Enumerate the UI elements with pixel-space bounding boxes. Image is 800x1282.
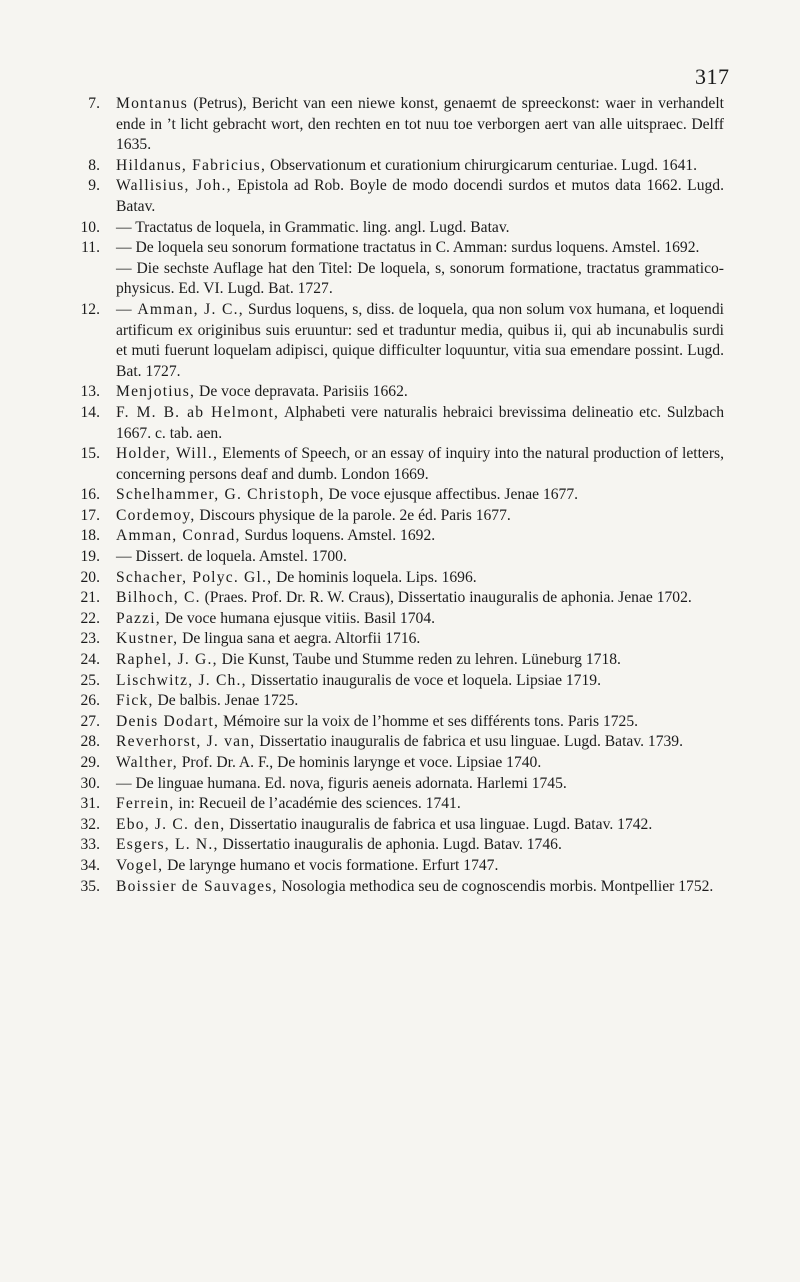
entry-text: De loquela seu sonorum formatione tractatus in C. Amman: surdus loquens. Amstel. 1692.	[131, 239, 700, 257]
bibliography-entry	[68, 650, 724, 671]
entry-author: Wallisius, Joh.,	[116, 177, 232, 195]
entry-number: 33.	[80, 836, 100, 854]
entry-number: 28.	[80, 733, 100, 751]
entry-author: Schacher, Polyc. Gl.,	[116, 568, 273, 586]
bibliography-entry	[68, 835, 724, 856]
entry-author: Hildanus, Fabricius,	[116, 156, 267, 174]
entry-author: —	[116, 239, 132, 257]
entry-text: De larynge humano et vocis formatione. Erfurt 1747.	[163, 856, 499, 874]
bibliography-entry	[68, 444, 724, 485]
entry-number: 12.	[80, 300, 100, 318]
entry-text: Epistola ad Rob. Boyle de modo docendi surdos et mutos data 1662. Lugd. Batav.	[116, 177, 724, 215]
entry-author: Ebo, J. C. den,	[116, 815, 226, 833]
entry-author: —	[116, 548, 132, 566]
entry-number: 27.	[80, 712, 100, 730]
entry-number: 17.	[80, 506, 100, 524]
entry-number: 30.	[80, 774, 100, 792]
bibliography-entry	[68, 732, 724, 753]
entry-author: Lischwitz, J. Ch.,	[116, 671, 247, 689]
entry-author: Raphel, J. G.,	[116, 651, 218, 669]
entry-number: 35.	[80, 877, 100, 895]
entry-author: Denis Dodart,	[116, 712, 220, 730]
bibliography-entry	[68, 218, 724, 239]
entry-text: Tractatus de loquela, in Grammatic. ling. angl. Lugd. Batav.	[131, 218, 510, 236]
page-number: 317	[695, 64, 730, 89]
entry-author: Pazzi,	[116, 609, 161, 627]
entry-number: 25.	[80, 671, 100, 689]
entry-author: Holder, Will.,	[116, 445, 219, 463]
entry-text: De hominis loquela. Lips. 1696.	[272, 568, 477, 586]
entry-text: Dissertatio inauguralis de fabrica et usu linguae. Lugd. Batav. 1739.	[255, 733, 683, 751]
bibliography-entry	[68, 485, 724, 506]
entry-author: Vogel,	[116, 856, 164, 874]
entry-text: Surdus loquens, s, diss. de loquela, qua non solum vox humana, et loquendi artificum ex originibus suis eruuntur: sed et traduntur media, quibus ii, qui ab incunabulis surdi et muti fuerunt loquelam adipisci, quique difficulter loquuntur, vitia sua emendare possint. Lugd. Bat. 1727.	[116, 300, 724, 380]
entry-author: —	[116, 774, 132, 792]
bibliography-entry	[68, 547, 724, 568]
entry-text: Dissert. de loquela. Amstel. 1700.	[131, 548, 347, 566]
bibliography-list	[68, 94, 724, 897]
bibliography-entry	[68, 774, 724, 795]
bibliography-entry	[68, 629, 724, 650]
entry-text: De balbis. Jenae 1725.	[153, 692, 299, 710]
entry-number: 34.	[80, 856, 100, 874]
entry-text: De voce depravata. Parisiis 1662.	[195, 383, 408, 401]
bibliography-entry	[68, 176, 724, 217]
entry-number: 8.	[88, 156, 100, 174]
entry-number: 23.	[80, 630, 100, 648]
entry-text: De voce humana ejusque vitiis. Basil 1704.	[160, 609, 436, 627]
entry-text: Nosologia methodica seu de cognoscendis morbis. Montpellier 1752.	[277, 877, 714, 895]
bibliography-entry	[68, 794, 724, 815]
bibliography-entry	[68, 588, 724, 609]
bibliography-entry	[68, 238, 724, 259]
entry-author: Ferrein,	[116, 795, 175, 813]
entry-number: 24.	[80, 651, 100, 669]
entry-number: 10.	[80, 218, 100, 236]
entry-author: Reverhorst, J. van,	[116, 733, 256, 751]
bibliography-entry	[68, 815, 724, 836]
entry-author: —	[116, 259, 132, 277]
entry-author: Boissier de Sauvages,	[116, 877, 278, 895]
entry-text: (Praes. Prof. Dr. R. W. Craus), Dissertatio inauguralis de aphonia. Jenae 1702.	[200, 589, 692, 607]
entry-text: Dissertatio inauguralis de fabrica et usa linguae. Lugd. Batav. 1742.	[225, 815, 653, 833]
entry-text: De voce ejusque affectibus. Jenae 1677.	[324, 486, 579, 504]
entry-number: 31.	[80, 795, 100, 813]
entry-number: 20.	[80, 568, 100, 586]
entry-number: 18.	[80, 527, 100, 545]
entry-text: in: Recueil de l’académie des sciences. 1741.	[174, 795, 461, 813]
entry-author: Walther,	[116, 754, 178, 771]
bibliography-entry	[68, 300, 724, 382]
entry-author: F. M. B. ab Helmont,	[116, 403, 280, 421]
entry-text: Surdus loquens. Amstel. 1692.	[240, 527, 436, 545]
entry-author: Bilhoch, C.	[116, 589, 201, 607]
bibliography-entry	[68, 609, 724, 630]
bibliography-entry	[68, 403, 724, 444]
entry-number: 19.	[80, 548, 100, 566]
entry-text: De lingua sana et aegra. Altorfii 1716.	[178, 630, 421, 648]
entry-text: Die Kunst, Taube und Stumme reden zu lehren. Lüneburg 1718.	[217, 651, 621, 669]
entry-text: Elements of Speech, or an essay of inquiry into the natural production of letters, concerning persons deaf and dumb. London 1669.	[116, 445, 724, 483]
entry-text: Discours physique de la parole. 2e éd. Paris 1677.	[195, 506, 511, 524]
entry-number: 7.	[88, 95, 100, 112]
entry-author: — Amman, J. C.,	[116, 300, 244, 318]
entry-author: Fick,	[116, 692, 154, 710]
entry-author: —	[116, 218, 132, 236]
bibliography-entry	[68, 691, 724, 712]
entry-author: Amman, Conrad,	[116, 527, 241, 545]
entry-number: 9.	[88, 177, 100, 195]
entry-text: Prof. Dr. A. F., De hominis larynge et voce. Lipsiae 1740.	[177, 754, 542, 771]
entry-text: Observationum et curationium chirurgicarum centuriae. Lugd. 1641.	[266, 156, 698, 174]
entry-number: 13.	[80, 383, 100, 401]
entry-number: 21.	[80, 589, 100, 607]
entry-text: De linguae humana. Ed. nova, figuris aeneis adornata. Harlemi 1745.	[131, 774, 567, 792]
bibliography-entry	[68, 671, 724, 692]
entry-number: 26.	[80, 692, 100, 710]
bibliography-entry	[68, 753, 724, 774]
entry-author: Menjotius,	[116, 383, 196, 401]
bibliography-entry	[68, 856, 724, 877]
entry-number: 16.	[80, 486, 100, 504]
bibliography-entry	[68, 526, 724, 547]
entry-text: Alphabeti vere naturalis hebraici brevissima delineatio etc. Sulzbach 1667. c. tab. aen.	[116, 403, 724, 442]
bibliography-entry	[68, 506, 724, 527]
entry-author: Cordemoy,	[116, 506, 196, 524]
entry-text: Dissertatio inauguralis de voce et loquela. Lipsiae 1719.	[246, 671, 601, 689]
bibliography-entry	[68, 259, 724, 300]
bibliography-entry	[68, 877, 724, 898]
entry-text: (Petrus), Bericht van een niewe konst, genaemt de spreeckonst: waer in verhandelt ende in ’t licht gebracht wort, den rechten en tot nuu toe verborgen aert van alle uitspraec. Delff 1635.	[116, 95, 724, 154]
entry-author: Schelhammer, G. Christoph,	[116, 486, 325, 504]
entry-author: Kustner,	[116, 630, 179, 648]
bibliography-entry	[68, 712, 724, 733]
entry-text: Mémoire sur la voix de l’homme et ses différents tons. Paris 1725.	[219, 712, 639, 730]
entry-number: 29.	[80, 754, 100, 771]
entry-text: Dissertatio inauguralis de aphonia. Lugd. Batav. 1746.	[218, 836, 562, 854]
entry-number: 11.	[81, 239, 100, 257]
entry-number: 32.	[80, 815, 100, 833]
entry-number: 15.	[80, 445, 100, 463]
bibliography-entry	[68, 156, 724, 177]
entry-number: 14.	[80, 403, 100, 421]
entry-text: Die sechste Auflage hat den Titel: De loquela, s, sonorum formatione, tractatus grammatico-physicus. Ed. VI. Lugd. Bat. 1727.	[116, 259, 724, 298]
entry-number: 22.	[80, 609, 100, 627]
entry-author: Esgers, L. N.,	[116, 836, 219, 854]
bibliography-entry	[68, 94, 724, 156]
bibliography-entry	[68, 568, 724, 589]
entry-author: Montanus	[116, 95, 188, 112]
bibliography-entry	[68, 382, 724, 403]
